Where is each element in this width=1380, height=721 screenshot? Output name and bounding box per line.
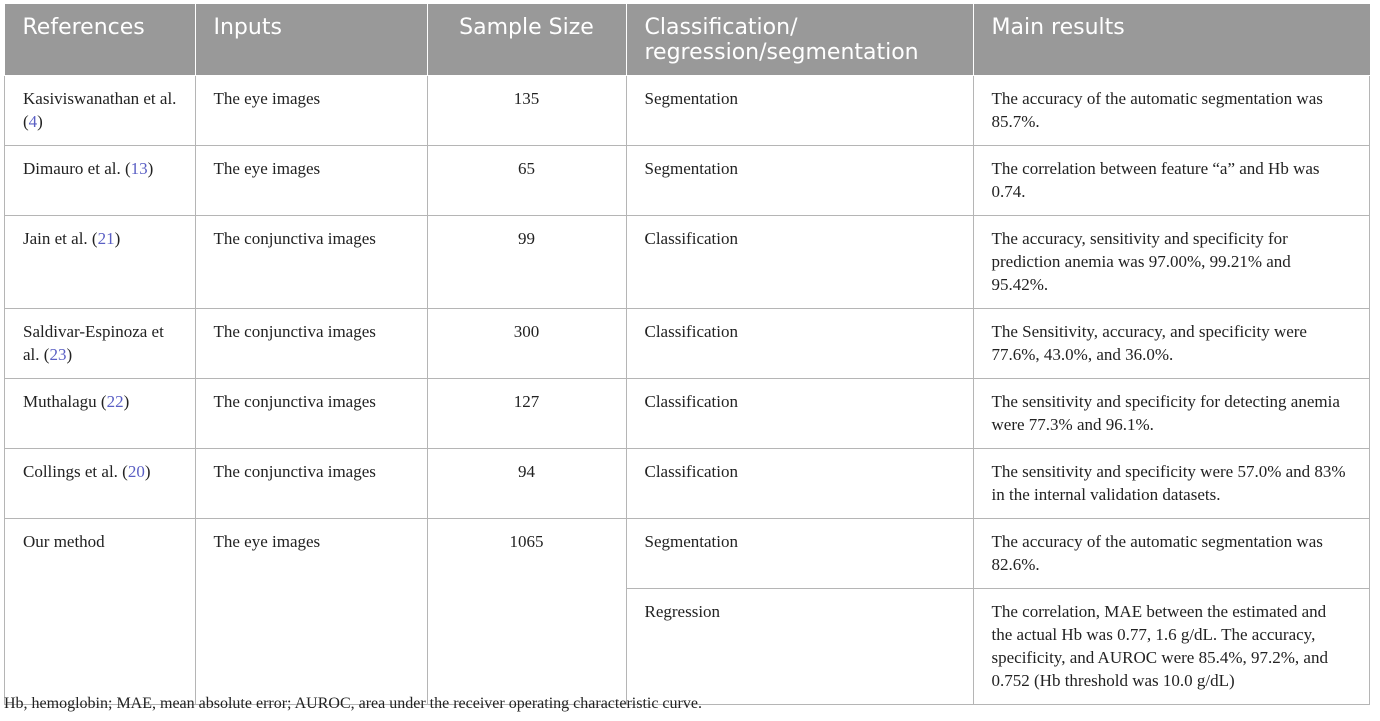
sample-size-cell: 135 bbox=[427, 76, 626, 146]
table-row bbox=[5, 76, 1370, 146]
sample-size-cell: 99 bbox=[427, 216, 626, 309]
reference-cell: Our method bbox=[5, 519, 196, 705]
task-type-cell: Regression bbox=[626, 589, 973, 705]
sample-size-cell: 127 bbox=[427, 379, 626, 449]
task-type-cell: Segmentation bbox=[626, 76, 973, 146]
reference-cell: Jain et al. (21) bbox=[5, 216, 196, 309]
inputs-cell: The eye images bbox=[195, 519, 427, 705]
header-references: References bbox=[5, 4, 196, 76]
citation-link[interactable]: 23 bbox=[49, 345, 67, 364]
main-result-cell: The Sensitivity, accuracy, and specificity were 77.6%, 43.0%, and 36.0%. bbox=[973, 309, 1370, 379]
table-row bbox=[5, 449, 1370, 519]
main-result-cell: The sensitivity and specificity were 57.0% and 83% in the internal validation datasets. bbox=[973, 449, 1370, 519]
header-main-results: Main results bbox=[973, 4, 1370, 76]
reference-cell: Collings et al. (20) bbox=[5, 449, 196, 519]
main-result-cell: The accuracy of the automatic segmentation was 85.7%. bbox=[973, 76, 1370, 146]
inputs-cell: The eye images bbox=[195, 146, 427, 216]
reference-cell: Kasiviswanathan et al. (4) bbox=[5, 76, 196, 146]
inputs-cell: The conjunctiva images bbox=[195, 379, 427, 449]
task-type-cell: Classification bbox=[626, 216, 973, 309]
task-type-cell: Classification bbox=[626, 379, 973, 449]
main-result-cell: The correlation between feature “a” and Hb was 0.74. bbox=[973, 146, 1370, 216]
table-row bbox=[5, 379, 1370, 449]
reference-cell: Saldivar-Espinoza et al. (23) bbox=[5, 309, 196, 379]
header-sample-size: Sample Size bbox=[427, 4, 626, 76]
sample-size-cell: 65 bbox=[427, 146, 626, 216]
task-type-cell: Segmentation bbox=[626, 519, 973, 589]
citation-link[interactable]: 21 bbox=[97, 229, 115, 248]
table-row bbox=[5, 216, 1370, 309]
table-row bbox=[5, 309, 1370, 379]
task-type-cell: Classification bbox=[626, 449, 973, 519]
reference-cell: Muthalagu (22) bbox=[5, 379, 196, 449]
sample-size-cell: 1065 bbox=[427, 519, 626, 705]
table-row bbox=[5, 146, 1370, 216]
citation-link[interactable]: 13 bbox=[130, 159, 148, 178]
citation-link[interactable]: 4 bbox=[28, 112, 38, 131]
inputs-cell: The conjunctiva images bbox=[195, 309, 427, 379]
inputs-cell: The conjunctiva images bbox=[195, 216, 427, 309]
reference-cell: Dimauro et al. (13) bbox=[5, 146, 196, 216]
sample-size-cell: 300 bbox=[427, 309, 626, 379]
inputs-cell: The eye images bbox=[195, 76, 427, 146]
main-result-cell: The accuracy of the automatic segmentation was 82.6%. bbox=[973, 519, 1370, 589]
header-task-type: Classification/ regression/segmentation bbox=[626, 4, 973, 76]
sample-size-cell: 94 bbox=[427, 449, 626, 519]
comparison-table-container bbox=[4, 4, 1370, 705]
table-row-our-method bbox=[5, 519, 1370, 589]
header-row bbox=[5, 4, 1370, 76]
task-type-cell: Segmentation bbox=[626, 146, 973, 216]
main-result-cell: The sensitivity and specificity for detecting anemia were 77.3% and 96.1%. bbox=[973, 379, 1370, 449]
citation-link[interactable]: 20 bbox=[127, 462, 145, 481]
header-inputs: Inputs bbox=[195, 4, 427, 76]
main-result-cell: The accuracy, sensitivity and specificity for prediction anemia was 97.00%, 99.21% and 95.42%. bbox=[973, 216, 1370, 309]
task-type-cell: Classification bbox=[626, 309, 973, 379]
inputs-cell: The conjunctiva images bbox=[195, 449, 427, 519]
table-footnote: Hb, hemoglobin; MAE, mean absolute error; AUROC, area under the receiver operating characteristic curve. bbox=[4, 695, 702, 712]
citation-link[interactable]: 22 bbox=[106, 392, 124, 411]
main-result-cell: The correlation, MAE between the estimated and the actual Hb was 0.77, 1.6 g/dL. The accuracy, specificity, and AUROC were 85.4%, 97.2%, and 0.752 (Hb threshold was 10.0 g/dL) bbox=[973, 589, 1370, 705]
comparison-table bbox=[4, 4, 1370, 705]
